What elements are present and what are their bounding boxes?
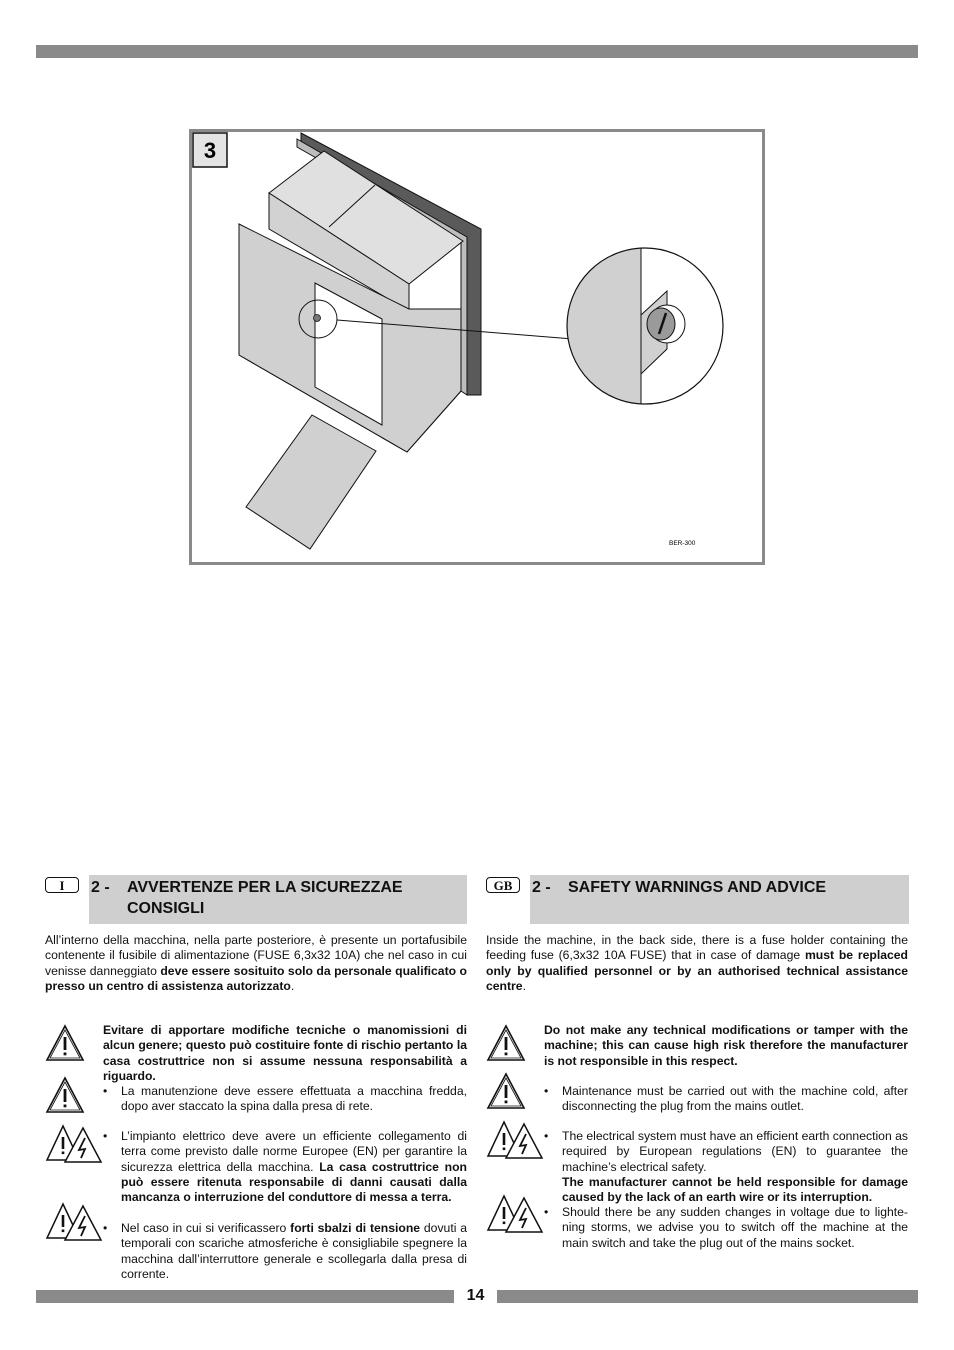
intro-text-it: All’interno della macchina, nella parte posteriore, è presente un portafusibile contenente il fusibile di alimentazione (FUSE 6,3x32 10A) che nel caso in cui venisse danneggiato <box>45 933 467 978</box>
intro-it <box>45 933 467 994</box>
electrical-hazard-icon <box>45 1124 103 1162</box>
bullet-1-text-gb: Maintenance must be carried out with the machine cold, after disconnecting the plug from the mains outlet. <box>562 1084 908 1114</box>
top-rule <box>36 45 918 58</box>
intro-end-it: . <box>290 978 295 993</box>
bullet-2-text-it: L’impianto elettrico deve avere un efficiente collegamento di terra come previsto dalle norme Europee (EN) per garantire la sicurezza elettrica della macchina. <box>121 1129 467 1174</box>
bottom-rule-left <box>36 1290 454 1303</box>
fuse-figure <box>189 129 765 565</box>
bullet-2-it: • L’impianto elettrico deve avere un efficiente collegamento di terra come previsto dalle norme Europee (EN) per garantire la sicurezza elettrica della macchina. La casa costruttrice non può essere ritenuta responsabile di danni causati dalla mancanza o interruzione del conduttore di messa a terra. <box>103 1129 467 1205</box>
bullet-3-bold-it: forti sbalzi di tensione <box>290 1221 421 1235</box>
warning-triangle-icon <box>45 1024 85 1062</box>
section-title-gb: SAFETY WARNINGS AND ADVICE <box>568 879 827 896</box>
fuse-illustration <box>189 129 765 565</box>
page-number: 14 <box>466 1287 485 1304</box>
intro-gb <box>486 933 908 994</box>
bullet-3-gb: • Should there be any sudden changes in voltage due to lighte-ning storms, we advise you to switch off the machine at the main switch and take the plug out of the mains socket. <box>544 1205 908 1250</box>
warning-triangle-icon <box>486 1072 526 1110</box>
bullet-1-gb: • Maintenance must be carried out with the machine cold, after disconnecting the plug from the mains outlet. <box>544 1084 908 1114</box>
section-title-it: AVVERTENZE PER LA SICUREZZAE CONSIGLI <box>127 879 403 917</box>
lang-badge-it: I <box>45 877 79 893</box>
section-header-it <box>89 875 467 924</box>
bullet-2-text-gb: The electrical system must have an efficient earth connection as required by European regulations (EN) to guarantee the machine’s electrical safety. <box>562 1129 908 1174</box>
intro-end-gb: . <box>522 978 526 993</box>
bullet-3-end-it: dovuti a temporali con scariche atmosferiche è consigliabile spegnere la macchina dall’interruttore generale e scollegarla dalla presa di corrente. <box>121 1221 467 1281</box>
warning-text-it: Evitare di apportare modifiche tecniche o manomissioni di alcun genere; questo può costituire fonte di rischio pertanto la casa costruttrice non si assume nessuna responsabilità a riguardo. <box>103 1023 467 1083</box>
figure-code: BER-300 <box>669 540 696 547</box>
figure-number: 3 <box>203 138 217 163</box>
warning-triangle-icon <box>45 1076 85 1114</box>
bullet-2-bold-it: La casa costruttrice non può essere ritenuta responsabile di danni causati dalla mancanza o interruzione del conduttore di messa a terra. <box>121 1159 467 1205</box>
lang-badge-gb: GB <box>486 877 520 893</box>
warning-text-gb: Do not make any technical modifications or tamper with the machine; this can cause high risk therefore the manufacturer is not responsible in this respect. <box>544 1023 908 1068</box>
intro-bold-gb: must be replaced only by qualified personnel or by an authorised technical assistance centre <box>486 948 908 993</box>
electrical-hazard-icon <box>45 1202 103 1240</box>
warning-triangle-icon <box>486 1024 526 1062</box>
bottom-rule-right <box>497 1290 918 1303</box>
section-number-gb: 2 - <box>532 879 551 896</box>
intro-text-gb: Inside the machine, in the back side, there is a fuse holder containing the feeding fuse (6,3x32 10A FUSE) that in case of damage <box>486 933 908 963</box>
electrical-hazard-icon <box>486 1194 544 1232</box>
bullet-1-text-it: La manutenzione deve essere effettuata a macchina fredda, dopo aver staccato la spina dalla presa di rete. <box>121 1084 467 1114</box>
section-number-it: 2 - <box>91 879 110 896</box>
intro-bold-it: deve essere sosituito solo da personale qualificato o presso un centro di assistenza autorizzato <box>45 963 467 993</box>
bullet-3-text-it: Nel caso in cui si verificassero <box>121 1221 291 1235</box>
bullet-2-gb: • The electrical system must have an efficient earth connection as required by European regulations (EN) to guarantee the machine’s electrical safety. The manufacturer cannot be held responsible for damage caused by the lack of an earth wire or its interruption. <box>544 1129 908 1205</box>
bullet-3-text-gb: Should there be any sudden changes in voltage due to lighte-ning storms, we advise you to switch off the machine at the main switch and take the plug out of the mains socket. <box>562 1205 908 1250</box>
bullet-2-bold-gb: The manufacturer cannot be held responsible for damage caused by the lack of an earth wire or its interruption. <box>562 1174 908 1205</box>
section-header-gb <box>530 875 909 924</box>
bullet-1-it: • La manutenzione deve essere effettuata a macchina fredda, dopo aver staccato la spina dalla presa di rete. <box>103 1084 467 1114</box>
electrical-hazard-icon <box>486 1120 544 1158</box>
bullet-3-it: • Nel caso in cui si verificassero forti sbalzi di tensione dovuti a temporali con scariche atmosferiche è consigliabile spegnere la macchina dall’interruttore generale e scollegarla dalla presa di corrente. <box>103 1221 467 1281</box>
